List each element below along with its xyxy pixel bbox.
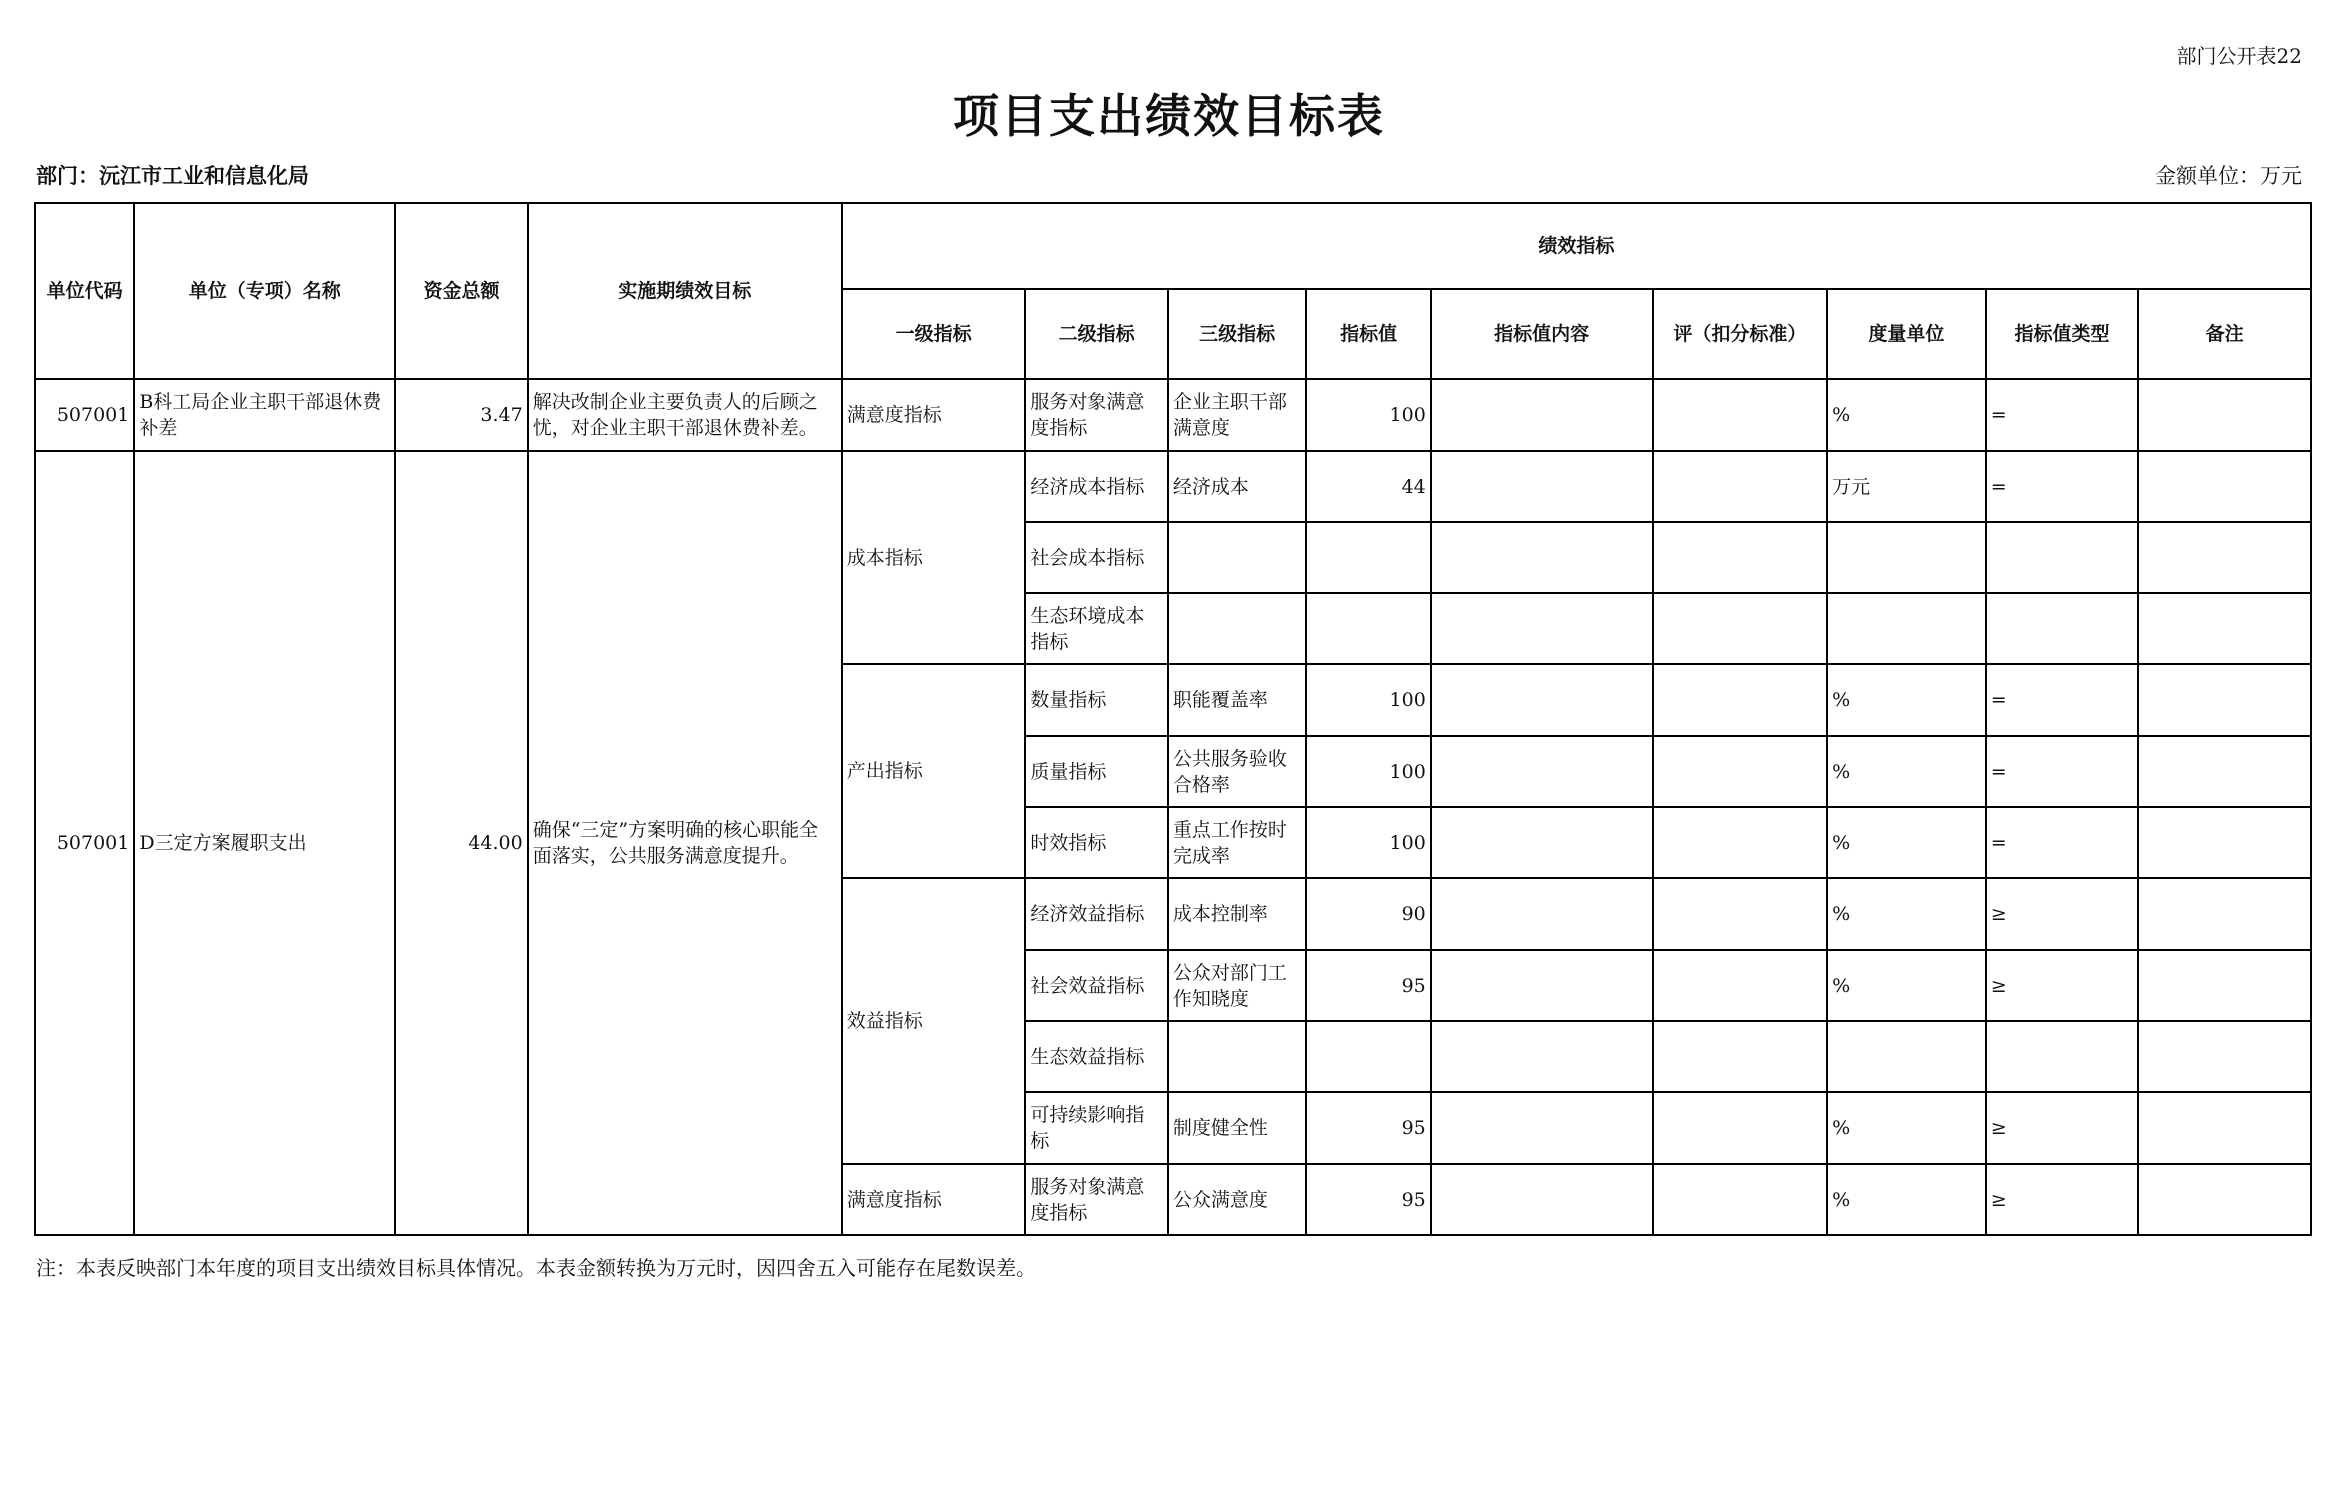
value-type: = (1986, 379, 2139, 451)
scoring-standard (1653, 878, 1828, 950)
value-content (1431, 1092, 1653, 1164)
value-content (1431, 522, 1653, 593)
value-content (1431, 593, 1653, 664)
scoring-standard (1653, 451, 1828, 522)
scoring-standard (1653, 379, 1828, 451)
level1-indicator: 满意度指标 (842, 1164, 1026, 1235)
indicator-value: 95 (1306, 1092, 1430, 1164)
indicator-value: 100 (1306, 379, 1430, 451)
level1-indicator: 产出指标 (842, 664, 1026, 878)
remark (2138, 807, 2311, 878)
indicator-value: 100 (1306, 736, 1430, 807)
header-measure-unit: 度量单位 (1827, 289, 1986, 379)
remark (2138, 379, 2311, 451)
indicator-value (1306, 1021, 1430, 1092)
remark (2138, 950, 2311, 1021)
value-content (1431, 451, 1653, 522)
level3-indicator (1168, 593, 1306, 664)
value-content (1431, 664, 1653, 736)
header-level1: 一级指标 (842, 289, 1026, 379)
level3-indicator: 重点工作按时完成率 (1168, 807, 1306, 878)
header-value-content: 指标值内容 (1431, 289, 1653, 379)
measure-unit: % (1827, 1164, 1986, 1235)
table-row (35, 451, 2311, 522)
level2-indicator: 服务对象满意度指标 (1025, 1164, 1167, 1235)
level2-indicator: 质量指标 (1025, 736, 1167, 807)
level3-indicator: 制度健全性 (1168, 1092, 1306, 1164)
remark (2138, 451, 2311, 522)
level2-indicator: 数量指标 (1025, 664, 1167, 736)
scoring-standard (1653, 736, 1828, 807)
scoring-standard (1653, 1092, 1828, 1164)
remark (2138, 664, 2311, 736)
form-number: 部门公开表22 (2176, 44, 2302, 68)
header-value-type: 指标值类型 (1986, 289, 2139, 379)
project-amount: 3.47 (395, 379, 527, 451)
indicator-value: 90 (1306, 878, 1430, 950)
header-value: 指标值 (1306, 289, 1430, 379)
scoring-standard (1653, 807, 1828, 878)
project-amount: 44.00 (395, 451, 527, 1235)
unit-code: 507001 (35, 379, 134, 451)
level3-indicator: 企业主职干部满意度 (1168, 379, 1306, 451)
value-type: = (1986, 664, 2139, 736)
value-type: = (1986, 807, 2139, 878)
value-type: ≥ (1986, 878, 2139, 950)
measure-unit: % (1827, 736, 1986, 807)
level1-indicator: 效益指标 (842, 878, 1026, 1164)
value-type: ≥ (1986, 950, 2139, 1021)
level2-indicator: 社会效益指标 (1025, 950, 1167, 1021)
level2-indicator: 经济效益指标 (1025, 878, 1167, 950)
table-row (35, 379, 2311, 451)
header-level2: 二级指标 (1025, 289, 1167, 379)
remark (2138, 736, 2311, 807)
value-type: ≥ (1986, 1092, 2139, 1164)
project-name: D三定方案履职支出 (134, 451, 395, 1235)
remark (2138, 878, 2311, 950)
measure-unit: % (1827, 379, 1986, 451)
level3-indicator: 公共服务验收合格率 (1168, 736, 1306, 807)
scoring-standard (1653, 1021, 1828, 1092)
value-content (1431, 379, 1653, 451)
level3-indicator: 职能覆盖率 (1168, 664, 1306, 736)
unit-code: 507001 (35, 451, 134, 1235)
level2-indicator: 社会成本指标 (1025, 522, 1167, 593)
level3-indicator: 公众满意度 (1168, 1164, 1306, 1235)
scoring-standard (1653, 664, 1828, 736)
measure-unit: 万元 (1827, 451, 1986, 522)
performance-table (34, 202, 2312, 1236)
level3-indicator: 成本控制率 (1168, 878, 1306, 950)
project-name: B科工局企业主职干部退休费补差 (134, 379, 395, 451)
remark (2138, 1092, 2311, 1164)
indicator-value: 100 (1306, 664, 1430, 736)
header-indicators: 绩效指标 (842, 203, 2311, 289)
page-title: 项目支出绩效目标表 (953, 89, 1385, 143)
measure-unit: % (1827, 664, 1986, 736)
level2-indicator: 时效指标 (1025, 807, 1167, 878)
value-content (1431, 1021, 1653, 1092)
value-type: = (1986, 736, 2139, 807)
header-level3: 三级指标 (1168, 289, 1306, 379)
remark (2138, 1164, 2311, 1235)
remark (2138, 522, 2311, 593)
level2-indicator: 可持续影响指标 (1025, 1092, 1167, 1164)
measure-unit (1827, 1021, 1986, 1092)
level2-indicator: 生态环境成本指标 (1025, 593, 1167, 664)
value-type (1986, 522, 2139, 593)
level3-indicator: 公众对部门工作知晓度 (1168, 950, 1306, 1021)
department-label: 部门：沅江市工业和信息化局 (36, 164, 309, 188)
scoring-standard (1653, 522, 1828, 593)
value-content (1431, 807, 1653, 878)
level3-indicator (1168, 522, 1306, 593)
measure-unit: % (1827, 950, 1986, 1021)
value-type: ≥ (1986, 1164, 2139, 1235)
footnote: 注：本表反映部门本年度的项目支出绩效目标具体情况。本表金额转换为万元时，因四舍五入可能存在尾数误差。 (36, 1256, 1036, 1280)
measure-unit: % (1827, 1092, 1986, 1164)
project-goal: 确保“三定”方案明确的核心职能全面落实，公共服务满意度提升。 (528, 451, 842, 1235)
header-unit-name: 单位（专项）名称 (134, 203, 395, 379)
scoring-standard (1653, 593, 1828, 664)
indicator-value (1306, 522, 1430, 593)
value-type (1986, 1021, 2139, 1092)
value-content (1431, 878, 1653, 950)
value-content (1431, 736, 1653, 807)
level2-indicator: 生态效益指标 (1025, 1021, 1167, 1092)
project-goal: 解决改制企业主要负责人的后顾之忧，对企业主职干部退休费补差。 (528, 379, 842, 451)
level1-indicator: 成本指标 (842, 451, 1026, 664)
currency-unit-label: 金额单位：万元 (2155, 164, 2302, 188)
measure-unit: % (1827, 807, 1986, 878)
value-content (1431, 950, 1653, 1021)
indicator-value: 100 (1306, 807, 1430, 878)
header-remark: 备注 (2138, 289, 2311, 379)
level3-indicator: 经济成本 (1168, 451, 1306, 522)
level2-indicator: 服务对象满意度指标 (1025, 379, 1167, 451)
header-total-funds: 资金总额 (395, 203, 527, 379)
level1-indicator: 满意度指标 (842, 379, 1026, 451)
value-type: = (1986, 451, 2139, 522)
remark (2138, 1021, 2311, 1092)
level3-indicator (1168, 1021, 1306, 1092)
indicator-value: 95 (1306, 950, 1430, 1021)
indicator-value (1306, 593, 1430, 664)
value-content (1431, 1164, 1653, 1235)
measure-unit (1827, 522, 1986, 593)
remark (2138, 593, 2311, 664)
header-scoring: 评（扣分标准） (1653, 289, 1828, 379)
header-goal: 实施期绩效目标 (528, 203, 842, 379)
scoring-standard (1653, 950, 1828, 1021)
indicator-value: 95 (1306, 1164, 1430, 1235)
value-type (1986, 593, 2139, 664)
indicator-value: 44 (1306, 451, 1430, 522)
header-unit-code: 单位代码 (35, 203, 134, 379)
measure-unit (1827, 593, 1986, 664)
level2-indicator: 经济成本指标 (1025, 451, 1167, 522)
scoring-standard (1653, 1164, 1828, 1235)
measure-unit: % (1827, 878, 1986, 950)
